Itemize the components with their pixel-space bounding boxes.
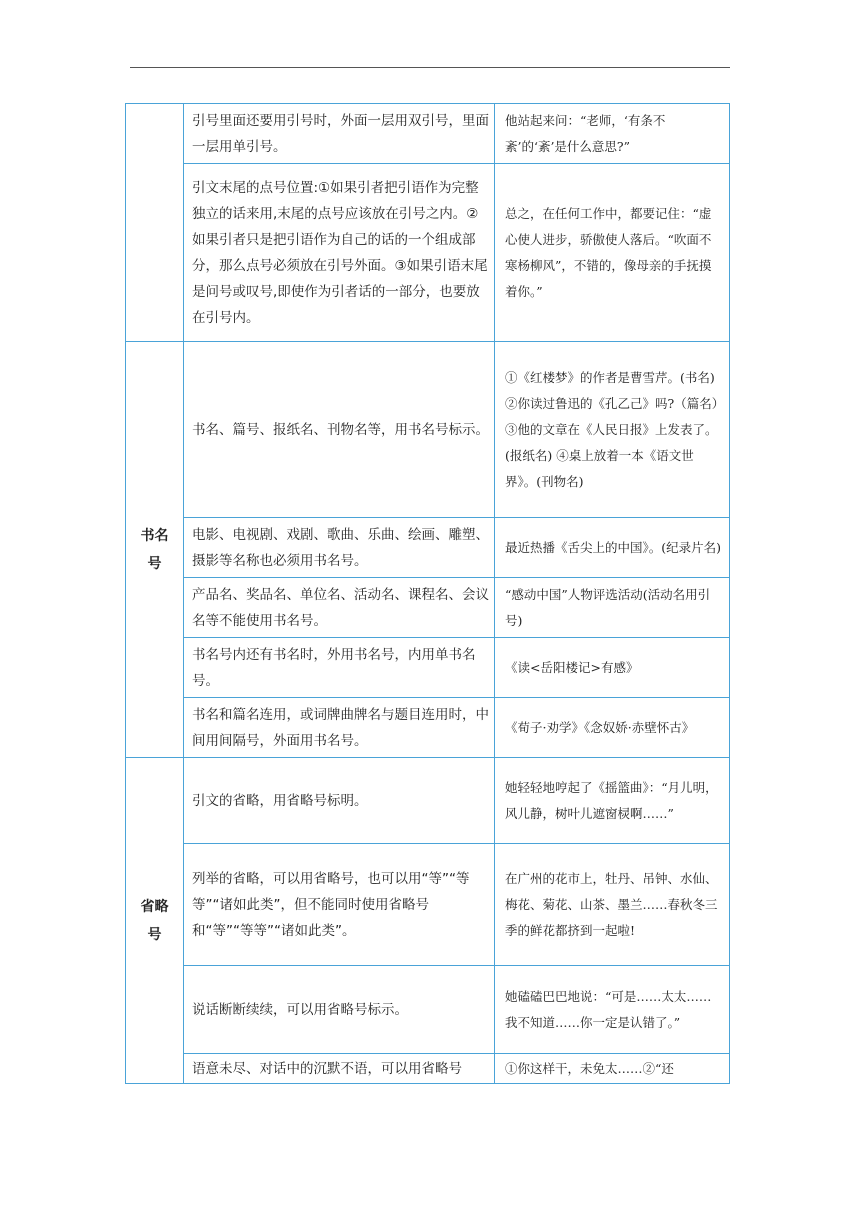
rule-cell: 电影、电视剧、戏剧、歌曲、乐曲、绘画、雕塑、摄影等名称也必须用书名号。 <box>184 518 495 578</box>
example-cell: 总之，在任何工作中，都要记住：“虚心使人进步，骄傲使人落后。“吹面不寒杨柳风”，不错的，像母亲的手抚摸着你。” <box>495 164 730 342</box>
table-row <box>126 342 730 518</box>
table-row <box>126 638 730 698</box>
rule-cell: 书名、篇号、报纸名、刊物名等，用书名号标示。 <box>184 342 495 518</box>
section-label <box>126 104 184 342</box>
table-row <box>126 578 730 638</box>
example-cell: 《读<岳阳楼记>有感》 <box>495 638 730 698</box>
example-cell: 她轻轻地哼起了《摇篮曲》：“月儿明，风儿静，树叶儿遮窗棂啊……” <box>495 758 730 844</box>
table-row <box>126 758 730 844</box>
header-rule <box>130 67 730 68</box>
punctuation-table <box>125 103 730 1084</box>
rule-cell: 引文的省略，用省略号标明。 <box>184 758 495 844</box>
rule-cell: 书名和篇名连用，或词牌曲牌名与题目连用时，中间用间隔号，外面用书名号。 <box>184 698 495 758</box>
example-cell: 《荀子·劝学》《念奴娇·赤壁怀古》 <box>495 698 730 758</box>
table-row <box>126 844 730 966</box>
table-row <box>126 104 730 164</box>
example-cell: 她磕磕巴巴地说：“可是……太太……我不知道……你一定是认错了。” <box>495 966 730 1054</box>
example-cell: 最近热播《舌尖上的中国》。(纪录片名) <box>495 518 730 578</box>
table-row <box>126 966 730 1054</box>
table-row <box>126 698 730 758</box>
rule-cell: 引文末尾的点号位置:①如果引者把引语作为完整独立的话来用,末尾的点号应该放在引号之内。②如果引者只是把引语作为自己的话的一个组成部分，那么点号必须放在引号外面。③如果引语末尾是问号或叹号,即使作为引者话的一部分，也要放在引号内。 <box>184 164 495 342</box>
rule-cell: 列举的省略，可以用省略号，也可以用“等”“等等”“诸如此类”，但不能同时使用省略号和“等”“等等”“诸如此类”。 <box>184 844 495 966</box>
rule-cell: 引号里面还要用引号时，外面一层用双引号，里面一层用单引号。 <box>184 104 495 164</box>
section-label: 省略号 <box>126 758 184 1084</box>
rule-cell: 语意未尽、对话中的沉默不语，可以用省略号 <box>184 1054 495 1084</box>
example-cell: 他站起来问：“老师，‘有条不紊’的‘紊’是什么意思?” <box>495 104 730 164</box>
rule-cell: 书名号内还有书名时，外用书名号，内用单书名号。 <box>184 638 495 698</box>
example-cell: ①你这样干，未免太……②“还 <box>495 1054 730 1084</box>
example-cell: ①《红楼梦》的作者是曹雪芹。(书名) ②你读过鲁迅的《孔乙己》吗?（篇名）③他的文章在《人民日报》上发表了。(报纸名) ④桌上放着一本《语文世界》。(刊物名) <box>495 342 730 518</box>
table-row <box>126 518 730 578</box>
section-label: 书名号 <box>126 342 184 758</box>
table-row <box>126 1054 730 1084</box>
rule-cell: 说话断断续续，可以用省略号标示。 <box>184 966 495 1054</box>
rule-cell: 产品名、奖品名、单位名、活动名、课程名、会议名等不能使用书名号。 <box>184 578 495 638</box>
example-cell: 在广州的花市上，牡丹、吊钟、水仙、梅花、菊花、山茶、墨兰……春秋冬三季的鲜花都挤到一起啦! <box>495 844 730 966</box>
table-row <box>126 164 730 342</box>
example-cell: “感动中国”人物评选活动(活动名用引号) <box>495 578 730 638</box>
